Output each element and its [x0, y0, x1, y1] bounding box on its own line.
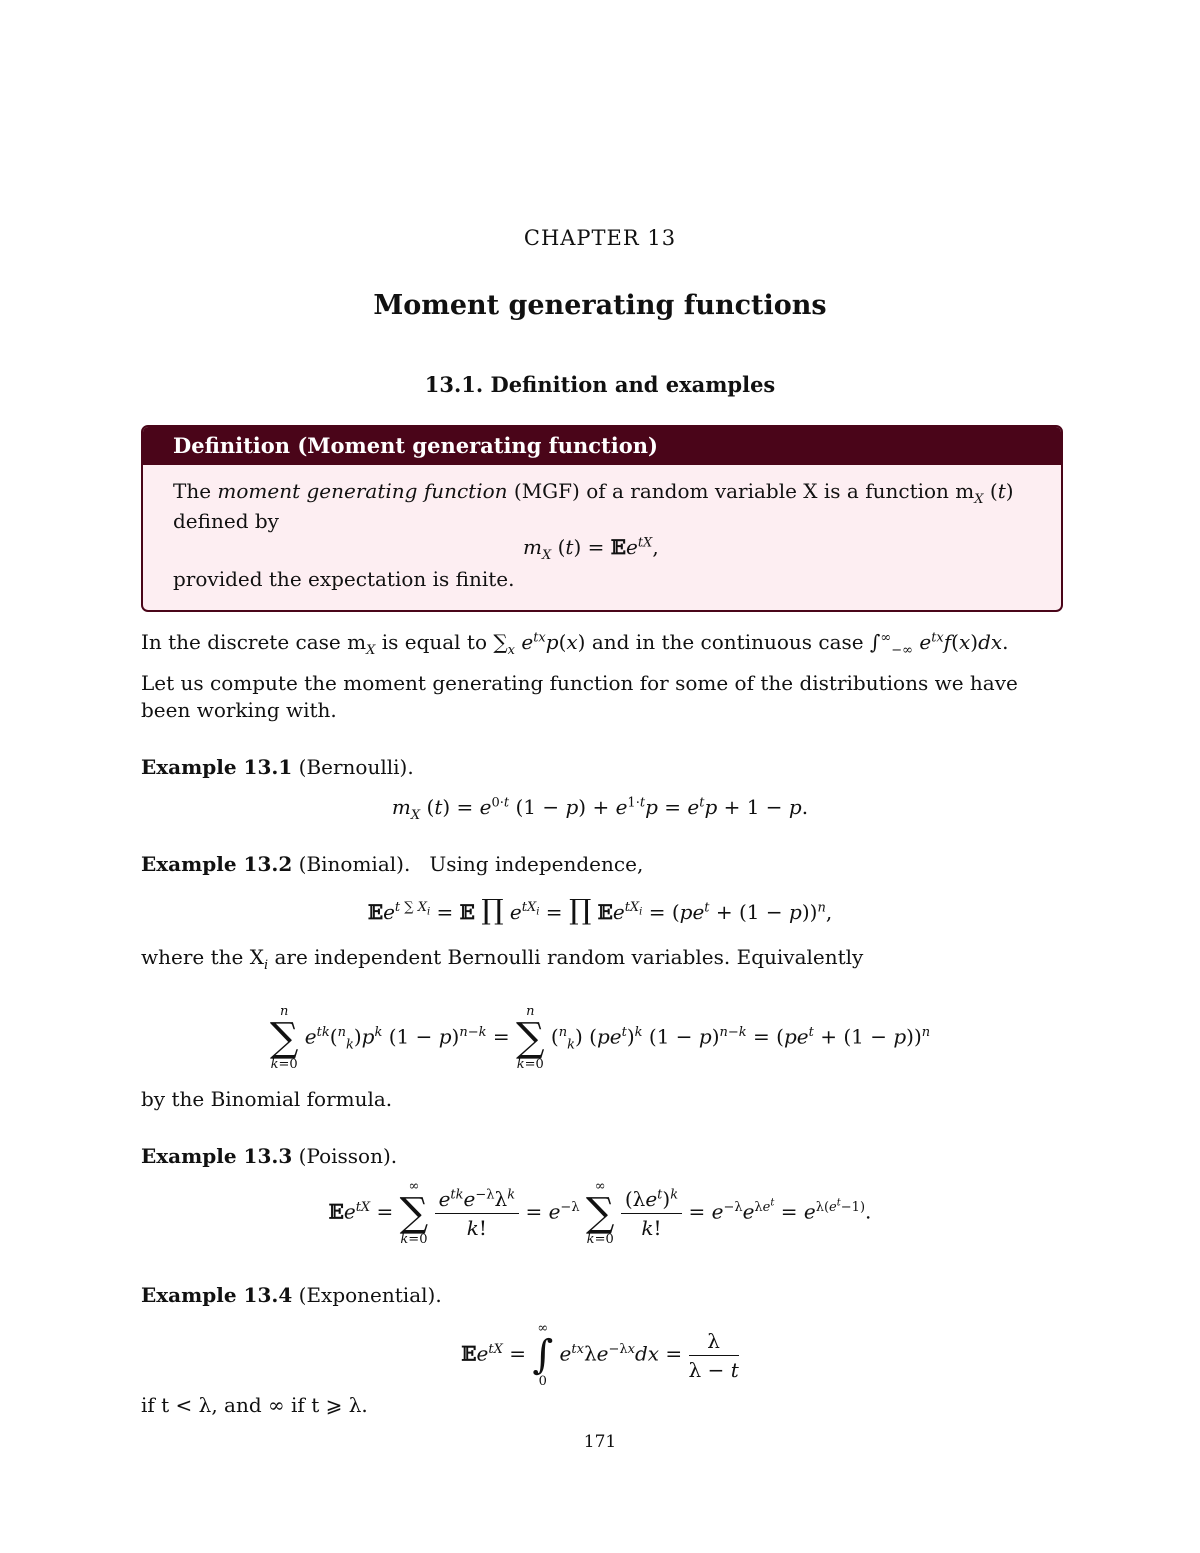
intro-paragraph: Let us compute the moment generating function for some of the distributions we have been working with. — [141, 671, 1018, 722]
binomial-closing: by the Binomial formula. — [141, 1087, 393, 1111]
definition-term: moment generating function — [217, 479, 508, 503]
binomial-explanation: where the $X_i$ are independent Bernoulli random variables. Equivalently — [141, 945, 864, 973]
definition-formula: $m_X$ (t) = 𝔼e$^{tX}$, — [523, 535, 659, 563]
definition-line-4: provided the expectation is finite. — [173, 567, 515, 591]
intro-line: In the discrete case $m_X$ is equal to $\sum_x$ $e^{tx}p(x)$ and in the continuous case $\int^\infty_{-\infty}$ $e^{tx}f(x)dx$. — [141, 630, 1009, 658]
binomial-product-formula: 𝔼e$^{t \sum X_i}$ = 𝔼 ∏ $e^{tX_i}$ = ∏ 𝔼e$^{tX_i}$ = $(pe^t + (1 - p))^n$, — [367, 893, 833, 926]
example-13-1-heading: Example 13.1 (Bernoulli). — [141, 755, 414, 779]
definition-box — [141, 425, 1063, 612]
definition-line-1: The moment generating function (MGF) of a random variable X is a function $m_X$ (t) — [173, 479, 1014, 507]
definition-line-2: defined by — [173, 509, 279, 533]
exponential-formula: 𝔼e$^{tX}$ = ∞ ∫ 0 $e^{tx}\lambda e^{-\lambda x}dx$ = $\frac{\lambda}{\lambda - t}$ — [461, 1321, 739, 1389]
example-13-4-heading: Example 13.4 (Exponential). — [141, 1283, 442, 1307]
example-13-2-heading: Example 13.2 (Binomial). Using independence, — [141, 852, 644, 876]
example-13-3-heading: Example 13.3 (Poisson). — [141, 1144, 398, 1168]
page-number: 171 — [583, 1432, 617, 1452]
chapter-label: CHAPTER 13 — [523, 226, 677, 250]
section-heading: 13.1. Definition and examples — [424, 372, 776, 397]
binomial-sum-formula: n ∑ k=0 $e^{tk}(^n_k)p^k$ $(1 - p)^{n-k}$ = n ∑ k=0 ($^n_k$) $(pe^t)^k$ $(1 - p)^{n-k} = (pe^t + (1 - p))^n$ — [269, 1004, 931, 1072]
exponential-closing: if t < λ, and ∞ if t ⩾ λ. — [141, 1393, 368, 1417]
definition-heading: Definition (Moment generating function) — [143, 427, 1061, 465]
poisson-formula: 𝔼e$^{tX}$ = ∞ ∑ k=0 $\frac{e^{tk}e^{-\lambda}\lambda^k}{k!}$ = $e^{-\lambda}$ ∞ ∑ k=0 $\frac{(\lambda e^t)^k}{k!}$ = $e^{-\lambda}e^{\lambda e^t} = e^{\lambda(e^t-1)}$. — [328, 1179, 872, 1247]
chapter-title: Moment generating functions — [373, 290, 827, 321]
bernoulli-formula: $m_X$ $(t) = e^{0\cdot t}$ $(1 - p) + e^{1\cdot t}p = e^tp + 1 - p$. — [391, 795, 809, 823]
